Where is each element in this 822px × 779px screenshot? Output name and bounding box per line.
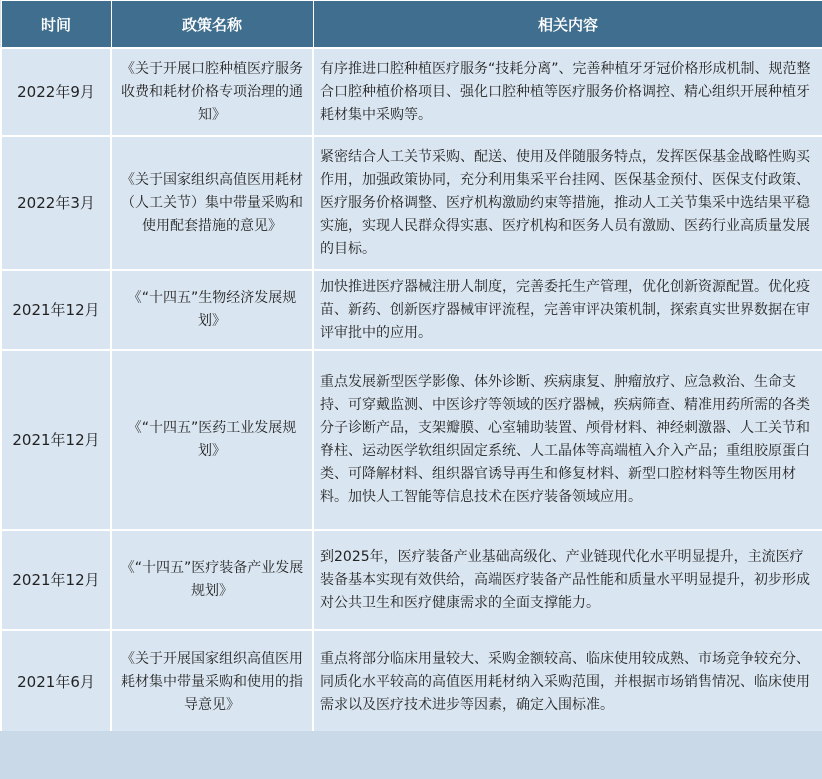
cell-content: 重点将部分临床用量较大、采购金额较高、临床使用较成熟、市场竞争较充分、同质化水平较高的高值医用耗材纳入采购范围，并根据市场销售情况、临床使用需求以及医疗技术进步等因素，确定入围标准。: [313, 630, 822, 734]
table-row: [1, 270, 822, 350]
cell-time: 2021年12月: [1, 530, 111, 630]
cell-policy-name: 《关于开展国家组织高值医用耗材集中带量采购和使用的指导意见》: [111, 630, 313, 734]
cell-policy-name: 《“十四五”医疗装备产业发展规划》: [111, 530, 313, 630]
header-policy-name: 政策名称: [111, 1, 313, 49]
cell-content: 紧密结合人工关节采购、配送、使用及伴随服务特点，发挥医保基金战略性购买作用，加强政策协同，充分利用集采平台挂网、医保基金预付、医保支付政策、医疗服务价格调整、医疗机构激励约束等措施，推动人工关节集采中选结果平稳实施，实现人民群众得实惠、医疗机构和医务人员有激励、医药行业高质量发展的目标。: [313, 136, 822, 270]
header-time: 时间: [1, 1, 111, 49]
table-row: [1, 630, 822, 734]
cell-policy-name: 《关于开展口腔种植医疗服务收费和耗材价格专项治理的通知》: [111, 48, 313, 136]
table-row: [1, 530, 822, 630]
cell-time: 2022年9月: [1, 48, 111, 136]
cell-time: 2021年6月: [1, 630, 111, 734]
cell-time: 2022年3月: [1, 136, 111, 270]
cell-content: 有序推进口腔种植医疗服务“技耗分离”、完善种植牙牙冠价格形成机制、规范整合口腔种植价格项目、强化口腔种植等医疗服务价格调控、精心组织开展种植牙耗材集中采购等。: [313, 48, 822, 136]
table-row: [1, 350, 822, 530]
table-row: [1, 48, 822, 136]
table-header-row: [1, 1, 822, 49]
bottom-band: [0, 731, 822, 779]
cell-content: 到2025年，医疗装备产业基础高级化、产业链现代化水平明显提升，主流医疗装备基本实现有效供给，高端医疗装备产品性能和质量水平明显提升，初步形成对公共卫生和医疗健康需求的全面支撑能力。: [313, 530, 822, 630]
cell-time: 2021年12月: [1, 270, 111, 350]
cell-content: 重点发展新型医学影像、体外诊断、疾病康复、肿瘤放疗、应急救治、生命支持、可穿戴监测、中医诊疗等领域的医疗器械，疾病筛查、精准用药所需的各类分子诊断产品，支架瓣膜、心室辅助装置、颅骨材料、神经刺激器、人工关节和脊柱、运动医学软组织固定系统、人工晶体等高端植入介入产品；重组胶原蛋白类、可降解材料、组织器官诱导再生和修复材料、新型口腔材料等生物医用材料。加快人工智能等信息技术在医疗装备领域应用。: [313, 350, 822, 530]
table-row: [1, 136, 822, 270]
header-content: 相关内容: [313, 1, 822, 49]
cell-policy-name: 《“十四五”生物经济发展规划》: [111, 270, 313, 350]
cell-content: 加快推进医疗器械注册人制度，完善委托生产管理，优化创新资源配置。优化疫苗、新药、创新医疗器械审评流程，完善审评决策机制，探索真实世界数据在审评审批中的应用。: [313, 270, 822, 350]
cell-policy-name: 《“十四五”医药工业发展规划》: [111, 350, 313, 530]
cell-time: 2021年12月: [1, 350, 111, 530]
cell-policy-name: 《关于国家组织高值医用耗材（人工关节）集中带量采购和使用配套措施的意见》: [111, 136, 313, 270]
